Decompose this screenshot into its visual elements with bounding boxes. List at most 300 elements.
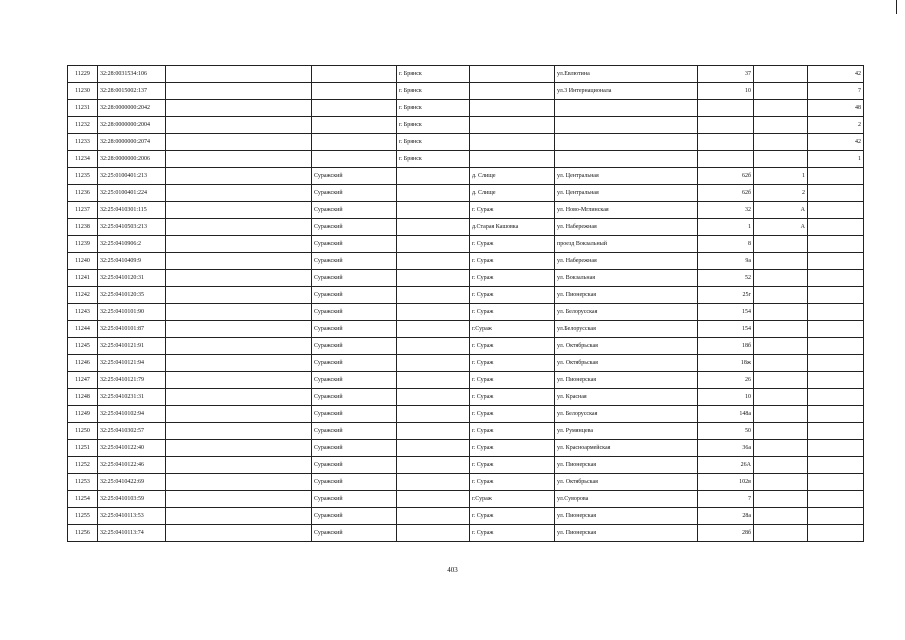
row-number-cell: 11235 — [68, 168, 98, 185]
building-cell — [754, 508, 808, 525]
apartment-cell — [808, 389, 864, 406]
page-edge-mark — [896, 0, 897, 14]
house-number-cell: 18б — [698, 338, 754, 355]
street-cell — [555, 151, 698, 168]
house-number-cell: 26 — [698, 372, 754, 389]
apartment-cell — [808, 406, 864, 423]
house-number-cell: 10 — [698, 389, 754, 406]
empty-cell — [166, 83, 312, 100]
street-cell: ул. Ново-Мглинская — [555, 202, 698, 219]
house-number-cell: 36а — [698, 440, 754, 457]
building-cell — [754, 491, 808, 508]
settlement-cell: г. Сураж — [470, 202, 555, 219]
district-cell: Суражский — [312, 440, 397, 457]
city-cell: г. Брянск — [397, 100, 470, 117]
building-cell — [754, 151, 808, 168]
city-cell: г. Брянск — [397, 134, 470, 151]
street-cell: ул. Белорусская — [555, 406, 698, 423]
settlement-cell: г. Сураж — [470, 440, 555, 457]
cadastral-number-cell: 32:25:0410102:94 — [98, 406, 166, 423]
apartment-cell — [808, 372, 864, 389]
house-number-cell: 62б — [698, 168, 754, 185]
building-cell — [754, 457, 808, 474]
empty-cell — [166, 100, 312, 117]
row-number-cell: 11256 — [68, 525, 98, 542]
apartment-cell — [808, 440, 864, 457]
street-cell — [555, 134, 698, 151]
settlement-cell: г.Сураж — [470, 321, 555, 338]
street-cell: ул. Пионерская — [555, 372, 698, 389]
empty-cell — [166, 151, 312, 168]
row-number-cell: 11255 — [68, 508, 98, 525]
empty-cell — [166, 372, 312, 389]
row-number-cell: 11243 — [68, 304, 98, 321]
street-cell: ул. Вокзальная — [555, 270, 698, 287]
cadastral-number-cell: 32:25:0410101:90 — [98, 304, 166, 321]
apartment-cell — [808, 474, 864, 491]
building-cell — [754, 423, 808, 440]
cadastral-number-cell: 32:28:0015002:137 — [98, 83, 166, 100]
city-cell — [397, 406, 470, 423]
empty-cell — [166, 134, 312, 151]
street-cell: ул.Суворова — [555, 491, 698, 508]
city-cell — [397, 202, 470, 219]
house-number-cell — [698, 151, 754, 168]
cadastral-number-cell: 32:25:0410120:31 — [98, 270, 166, 287]
row-number-cell: 11248 — [68, 389, 98, 406]
apartment-cell — [808, 457, 864, 474]
apartment-cell — [808, 508, 864, 525]
house-number-cell — [698, 100, 754, 117]
house-number-cell: 9а — [698, 253, 754, 270]
settlement-cell: г. Сураж — [470, 474, 555, 491]
district-cell: Суражский — [312, 219, 397, 236]
city-cell — [397, 474, 470, 491]
district-cell: Суражский — [312, 355, 397, 372]
house-number-cell: 52 — [698, 270, 754, 287]
row-number-cell: 11253 — [68, 474, 98, 491]
row-number-cell: 11247 — [68, 372, 98, 389]
row-number-cell: 11240 — [68, 253, 98, 270]
empty-cell — [166, 440, 312, 457]
building-cell — [754, 236, 808, 253]
house-number-cell — [698, 117, 754, 134]
city-cell — [397, 338, 470, 355]
street-cell: проезд Вокзальный — [555, 236, 698, 253]
street-cell: ул. Красноармейская — [555, 440, 698, 457]
empty-cell — [166, 423, 312, 440]
settlement-cell: г. Сураж — [470, 389, 555, 406]
district-cell: Суражский — [312, 372, 397, 389]
street-cell: ул. Октябрьская — [555, 338, 698, 355]
street-cell: ул. Пионерская — [555, 508, 698, 525]
row-number-cell: 11230 — [68, 83, 98, 100]
settlement-cell: г. Сураж — [470, 355, 555, 372]
building-cell — [754, 117, 808, 134]
district-cell: Суражский — [312, 236, 397, 253]
settlement-cell: д. Слище — [470, 185, 555, 202]
apartment-cell — [808, 423, 864, 440]
row-number-cell: 11229 — [68, 66, 98, 83]
building-cell — [754, 338, 808, 355]
district-cell: Суражский — [312, 389, 397, 406]
cadastral-number-cell: 32:25:0410422:69 — [98, 474, 166, 491]
street-cell: ул. Центральная — [555, 185, 698, 202]
district-cell: Суражский — [312, 202, 397, 219]
building-cell — [754, 525, 808, 542]
street-cell: ул.Евлютина — [555, 66, 698, 83]
house-number-cell: 25г — [698, 287, 754, 304]
table-row — [68, 338, 864, 355]
settlement-cell: г. Сураж — [470, 525, 555, 542]
house-number-cell: 154 — [698, 321, 754, 338]
settlement-cell: г. Сураж — [470, 338, 555, 355]
district-cell: Суражский — [312, 270, 397, 287]
cadastral-number-cell: 32:25:0410121:79 — [98, 372, 166, 389]
city-cell — [397, 287, 470, 304]
house-number-cell: 28б — [698, 525, 754, 542]
house-number-cell: 37 — [698, 66, 754, 83]
house-number-cell: 26А — [698, 457, 754, 474]
district-cell: Суражский — [312, 423, 397, 440]
settlement-cell: д. Слище — [470, 168, 555, 185]
empty-cell — [166, 202, 312, 219]
table-row — [68, 508, 864, 525]
apartment-cell: 42 — [808, 66, 864, 83]
house-number-cell: 28а — [698, 508, 754, 525]
street-cell: ул.Белорусская — [555, 321, 698, 338]
row-number-cell: 11254 — [68, 491, 98, 508]
building-cell — [754, 253, 808, 270]
row-number-cell: 11241 — [68, 270, 98, 287]
table-row — [68, 304, 864, 321]
apartment-cell — [808, 219, 864, 236]
row-number-cell: 11238 — [68, 219, 98, 236]
building-cell — [754, 100, 808, 117]
row-number-cell: 11251 — [68, 440, 98, 457]
empty-cell — [166, 457, 312, 474]
district-cell — [312, 66, 397, 83]
house-number-cell — [698, 134, 754, 151]
table-row — [68, 202, 864, 219]
apartment-cell — [808, 304, 864, 321]
district-cell: Суражский — [312, 457, 397, 474]
empty-cell — [166, 168, 312, 185]
cadastral-number-cell: 32:25:0410113:53 — [98, 508, 166, 525]
empty-cell — [166, 270, 312, 287]
table-row — [68, 253, 864, 270]
cadastral-number-cell: 32:25:0410409:9 — [98, 253, 166, 270]
building-cell: А — [754, 219, 808, 236]
empty-cell — [166, 406, 312, 423]
table-row — [68, 219, 864, 236]
district-cell: Суражский — [312, 253, 397, 270]
table-row — [68, 66, 864, 83]
city-cell — [397, 304, 470, 321]
table-row — [68, 474, 864, 491]
city-cell — [397, 423, 470, 440]
table-row — [68, 525, 864, 542]
house-number-cell: 8 — [698, 236, 754, 253]
empty-cell — [166, 236, 312, 253]
cadastral-number-cell: 32:25:0100401:213 — [98, 168, 166, 185]
city-cell — [397, 457, 470, 474]
cadastral-number-cell: 32:25:0410103:59 — [98, 491, 166, 508]
table-row — [68, 185, 864, 202]
empty-cell — [166, 185, 312, 202]
house-number-cell: 7 — [698, 491, 754, 508]
cadastral-number-cell: 32:28:0000000:2004 — [98, 117, 166, 134]
city-cell — [397, 525, 470, 542]
apartment-cell — [808, 338, 864, 355]
building-cell — [754, 270, 808, 287]
building-cell — [754, 440, 808, 457]
apartment-cell — [808, 185, 864, 202]
apartment-cell — [808, 287, 864, 304]
building-cell — [754, 66, 808, 83]
building-cell: 2 — [754, 185, 808, 202]
row-number-cell: 11232 — [68, 117, 98, 134]
building-cell — [754, 287, 808, 304]
table-row — [68, 423, 864, 440]
street-cell — [555, 117, 698, 134]
table-row — [68, 287, 864, 304]
row-number-cell: 11249 — [68, 406, 98, 423]
building-cell — [754, 134, 808, 151]
district-cell: Суражский — [312, 474, 397, 491]
empty-cell — [166, 355, 312, 372]
cadastral-number-cell: 32:25:0410113:74 — [98, 525, 166, 542]
house-number-cell: 10 — [698, 83, 754, 100]
apartment-cell: 42 — [808, 134, 864, 151]
row-number-cell: 11250 — [68, 423, 98, 440]
table-row — [68, 117, 864, 134]
street-cell: ул. Октябрьская — [555, 355, 698, 372]
table-row — [68, 440, 864, 457]
district-cell: Суражский — [312, 338, 397, 355]
city-cell — [397, 440, 470, 457]
building-cell — [754, 355, 808, 372]
cadastral-number-cell: 32:25:0410121:91 — [98, 338, 166, 355]
city-cell — [397, 321, 470, 338]
settlement-cell: г. Сураж — [470, 406, 555, 423]
apartment-cell — [808, 525, 864, 542]
row-number-cell: 11233 — [68, 134, 98, 151]
street-cell: ул.3 Интернационала — [555, 83, 698, 100]
city-cell — [397, 253, 470, 270]
district-cell: Суражский — [312, 185, 397, 202]
empty-cell — [166, 491, 312, 508]
settlement-cell — [470, 117, 555, 134]
row-number-cell: 11231 — [68, 100, 98, 117]
house-number-cell: 62б — [698, 185, 754, 202]
building-cell — [754, 321, 808, 338]
building-cell — [754, 389, 808, 406]
cadastral-number-cell: 32:25:0410121:94 — [98, 355, 166, 372]
city-cell: г. Брянск — [397, 151, 470, 168]
table-row — [68, 168, 864, 185]
table-row — [68, 236, 864, 253]
table-row — [68, 100, 864, 117]
table-row — [68, 321, 864, 338]
table-row — [68, 83, 864, 100]
settlement-cell: г. Сураж — [470, 304, 555, 321]
empty-cell — [166, 389, 312, 406]
district-cell — [312, 100, 397, 117]
city-cell — [397, 491, 470, 508]
table-row — [68, 151, 864, 168]
street-cell: ул. Центральная — [555, 168, 698, 185]
apartment-cell — [808, 321, 864, 338]
building-cell — [754, 304, 808, 321]
apartment-cell — [808, 355, 864, 372]
street-cell: ул. Белорусская — [555, 304, 698, 321]
building-cell — [754, 83, 808, 100]
settlement-cell: г. Сураж — [470, 372, 555, 389]
street-cell — [555, 100, 698, 117]
house-number-cell: 18ж — [698, 355, 754, 372]
street-cell: ул. Набережная — [555, 219, 698, 236]
cadastral-number-cell: 32:25:0410503:213 — [98, 219, 166, 236]
empty-cell — [166, 321, 312, 338]
district-cell: Суражский — [312, 287, 397, 304]
settlement-cell — [470, 100, 555, 117]
cadastral-number-cell: 32:25:0410120:35 — [98, 287, 166, 304]
empty-cell — [166, 304, 312, 321]
city-cell — [397, 219, 470, 236]
table-body — [68, 66, 864, 542]
settlement-cell: д.Старая Кашовка — [470, 219, 555, 236]
settlement-cell: г. Сураж — [470, 287, 555, 304]
district-cell: Суражский — [312, 406, 397, 423]
settlement-cell: г. Сураж — [470, 457, 555, 474]
empty-cell — [166, 474, 312, 491]
street-cell: ул. Набережная — [555, 253, 698, 270]
apartment-cell — [808, 168, 864, 185]
district-cell: Суражский — [312, 525, 397, 542]
settlement-cell — [470, 66, 555, 83]
table-row — [68, 372, 864, 389]
row-number-cell: 11245 — [68, 338, 98, 355]
city-cell — [397, 372, 470, 389]
building-cell: А — [754, 202, 808, 219]
street-cell: ул. Пионерская — [555, 287, 698, 304]
apartment-cell: 2 — [808, 117, 864, 134]
city-cell — [397, 185, 470, 202]
city-cell — [397, 168, 470, 185]
table-row — [68, 406, 864, 423]
empty-cell — [166, 338, 312, 355]
district-cell — [312, 151, 397, 168]
district-cell — [312, 117, 397, 134]
building-cell: 1 — [754, 168, 808, 185]
street-cell: ул. Пионерская — [555, 525, 698, 542]
house-number-cell: 1 — [698, 219, 754, 236]
street-cell: ул. Октябрьская — [555, 474, 698, 491]
cadastral-number-cell: 32:25:0100401:224 — [98, 185, 166, 202]
settlement-cell: г. Сураж — [470, 508, 555, 525]
district-cell: Суражский — [312, 321, 397, 338]
row-number-cell: 11237 — [68, 202, 98, 219]
settlement-cell: г.Сураж — [470, 491, 555, 508]
settlement-cell — [470, 151, 555, 168]
row-number-cell: 11244 — [68, 321, 98, 338]
cadastral-number-cell: 32:28:0031534:106 — [98, 66, 166, 83]
house-number-cell: 32 — [698, 202, 754, 219]
empty-cell — [166, 117, 312, 134]
table-row — [68, 457, 864, 474]
table-row — [68, 270, 864, 287]
street-cell: ул. Красная — [555, 389, 698, 406]
district-cell: Суражский — [312, 168, 397, 185]
house-number-cell: 102в — [698, 474, 754, 491]
property-registry-table — [67, 65, 864, 542]
empty-cell — [166, 508, 312, 525]
cadastral-number-cell: 32:25:0410122:46 — [98, 457, 166, 474]
apartment-cell: 7 — [808, 83, 864, 100]
street-cell: ул. Пионерская — [555, 457, 698, 474]
building-cell — [754, 474, 808, 491]
settlement-cell — [470, 134, 555, 151]
cadastral-number-cell: 32:28:0000000:2006 — [98, 151, 166, 168]
cadastral-number-cell: 32:25:0410301:115 — [98, 202, 166, 219]
settlement-cell — [470, 83, 555, 100]
settlement-cell: г. Сураж — [470, 253, 555, 270]
row-number-cell: 11234 — [68, 151, 98, 168]
row-number-cell: 11239 — [68, 236, 98, 253]
settlement-cell: г. Сураж — [470, 236, 555, 253]
city-cell — [397, 389, 470, 406]
apartment-cell: 48 — [808, 100, 864, 117]
row-number-cell: 11252 — [68, 457, 98, 474]
city-cell — [397, 355, 470, 372]
cadastral-number-cell: 32:25:0410231:31 — [98, 389, 166, 406]
empty-cell — [166, 219, 312, 236]
city-cell — [397, 236, 470, 253]
empty-cell — [166, 253, 312, 270]
page-number: 403 — [447, 566, 458, 574]
district-cell: Суражский — [312, 508, 397, 525]
apartment-cell — [808, 236, 864, 253]
building-cell — [754, 406, 808, 423]
row-number-cell: 11246 — [68, 355, 98, 372]
district-cell — [312, 83, 397, 100]
house-number-cell: 50 — [698, 423, 754, 440]
city-cell — [397, 270, 470, 287]
row-number-cell: 11242 — [68, 287, 98, 304]
apartment-cell: 1 — [808, 151, 864, 168]
street-cell: ул. Румянцева — [555, 423, 698, 440]
apartment-cell — [808, 202, 864, 219]
apartment-cell — [808, 270, 864, 287]
settlement-cell: г. Сураж — [470, 270, 555, 287]
building-cell — [754, 372, 808, 389]
cadastral-number-cell: 32:25:0410906:2 — [98, 236, 166, 253]
empty-cell — [166, 287, 312, 304]
cadastral-number-cell: 32:28:0000000:2074 — [98, 134, 166, 151]
city-cell: г. Брянск — [397, 83, 470, 100]
district-cell: Суражский — [312, 491, 397, 508]
house-number-cell: 154 — [698, 304, 754, 321]
settlement-cell: г. Сураж — [470, 423, 555, 440]
city-cell: г. Брянск — [397, 117, 470, 134]
cadastral-number-cell: 32:28:0000000:2042 — [98, 100, 166, 117]
apartment-cell — [808, 253, 864, 270]
empty-cell — [166, 66, 312, 83]
table-row — [68, 389, 864, 406]
district-cell: Суражский — [312, 304, 397, 321]
empty-cell — [166, 525, 312, 542]
